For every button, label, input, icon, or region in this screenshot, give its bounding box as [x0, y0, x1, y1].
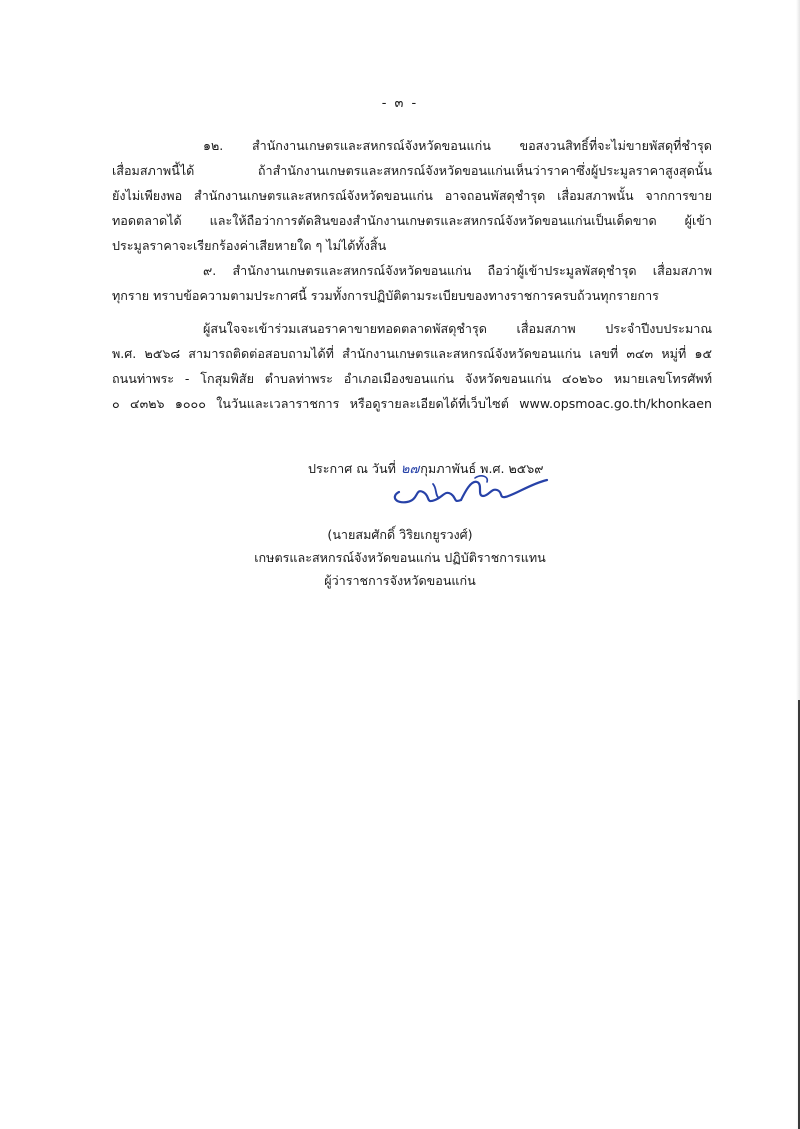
contact-line-2: พ.ศ. ๒๕๖๘ สามารถติดต่อสอบถามได้ที่ สำนักงานเกษตรและสหกรณ์จังหวัดขอนแก่น เลขที่ ๓๔๓ หมู่ที่ ๑๕ — [112, 346, 712, 361]
paragraph-12-line-5: ประมูลราคาจะเรียกร้องค่าเสียหายใด ๆ ไม่ได้ทั้งสิ้น — [112, 238, 387, 253]
paragraph-12-line-2: เสื่อมสภาพนี้ได้ ถ้าสำนักงานเกษตรและสหกรณ์จังหวัดขอนแก่นเห็นว่าราคาซึ่งผู้ประมูลราคาสูงสุดนั้น — [112, 163, 712, 178]
paragraph-12-line-1: ๑๒. สำนักงานเกษตรและสหกรณ์จังหวัดขอนแก่น ขอสงวนสิทธิ์ที่จะไม่ขายพัสดุที่ชำรุด — [203, 138, 712, 153]
contact-line-1: ผู้สนใจจะเข้าร่วมเสนอราคาขายทอดตลาดพัสดุชำรุด เสื่อมสภาพ ประจำปีงบประมาณ — [203, 321, 712, 336]
contact-line-4: ๐ ๔๓๒๖ ๑๐๐๐ ในวันและเวลาราชการ หรือดูรายละเอียดได้ที่เว็บไซต์ www.opsmoac.go.th/khonkaen — [112, 396, 712, 411]
announcement-prefix: ประกาศ ณ วันที่ — [308, 461, 396, 476]
signatory-position: เกษตรและสหกรณ์จังหวัดขอนแก่น ปฏิบัติราชการแทน — [254, 550, 546, 565]
handwritten-day: ๒๗ — [400, 462, 420, 477]
signature-image — [385, 470, 555, 520]
contact-line-3: ถนนท่าพระ - โกสุมพิสัย ตำบลท่าพระ อำเภอเมืองขอนแก่น จังหวัดขอนแก่น ๔๐๒๖๐ หมายเลขโทรศัพท์ — [112, 371, 712, 386]
announcement-month-year: กุมภาพันธ์ พ.ศ. ๒๕๖๙ — [420, 461, 544, 476]
paragraph-12-line-4: ทอดตลาดได้ และให้ถือว่าการตัดสินของสำนักงานเกษตรและสหกรณ์จังหวัดขอนแก่นเป็นเด็ดขาด ผู้เข้า — [112, 213, 712, 228]
paragraph-12-line-3: ยังไม่เพียงพอ สำนักงานเกษตรและสหกรณ์จังหวัดขอนแก่น อาจถอนพัสดุชำรุด เสื่อมสภาพนั้น จากการขาย — [112, 188, 712, 203]
signatory-position-2: ผู้ว่าราชการจังหวัดขอนแก่น — [324, 573, 476, 588]
paragraph-9-line-2: ทุกราย ทราบข้อความตามประกาศนี้ รวมทั้งการปฏิบัติตามระเบียบของทางราชการครบถ้วนทุกรายการ — [112, 288, 659, 303]
signatory-name: (นายสมศักดิ์ วิริยเกยูรวงศ์) — [327, 527, 473, 542]
paragraph-9-line-1: ๙. สำนักงานเกษตรและสหกรณ์จังหวัดขอนแก่น ถือว่าผู้เข้าประมูลพัสดุชำรุด เสื่อมสภาพ — [203, 263, 712, 278]
page-number: - ๓ - — [381, 96, 419, 111]
